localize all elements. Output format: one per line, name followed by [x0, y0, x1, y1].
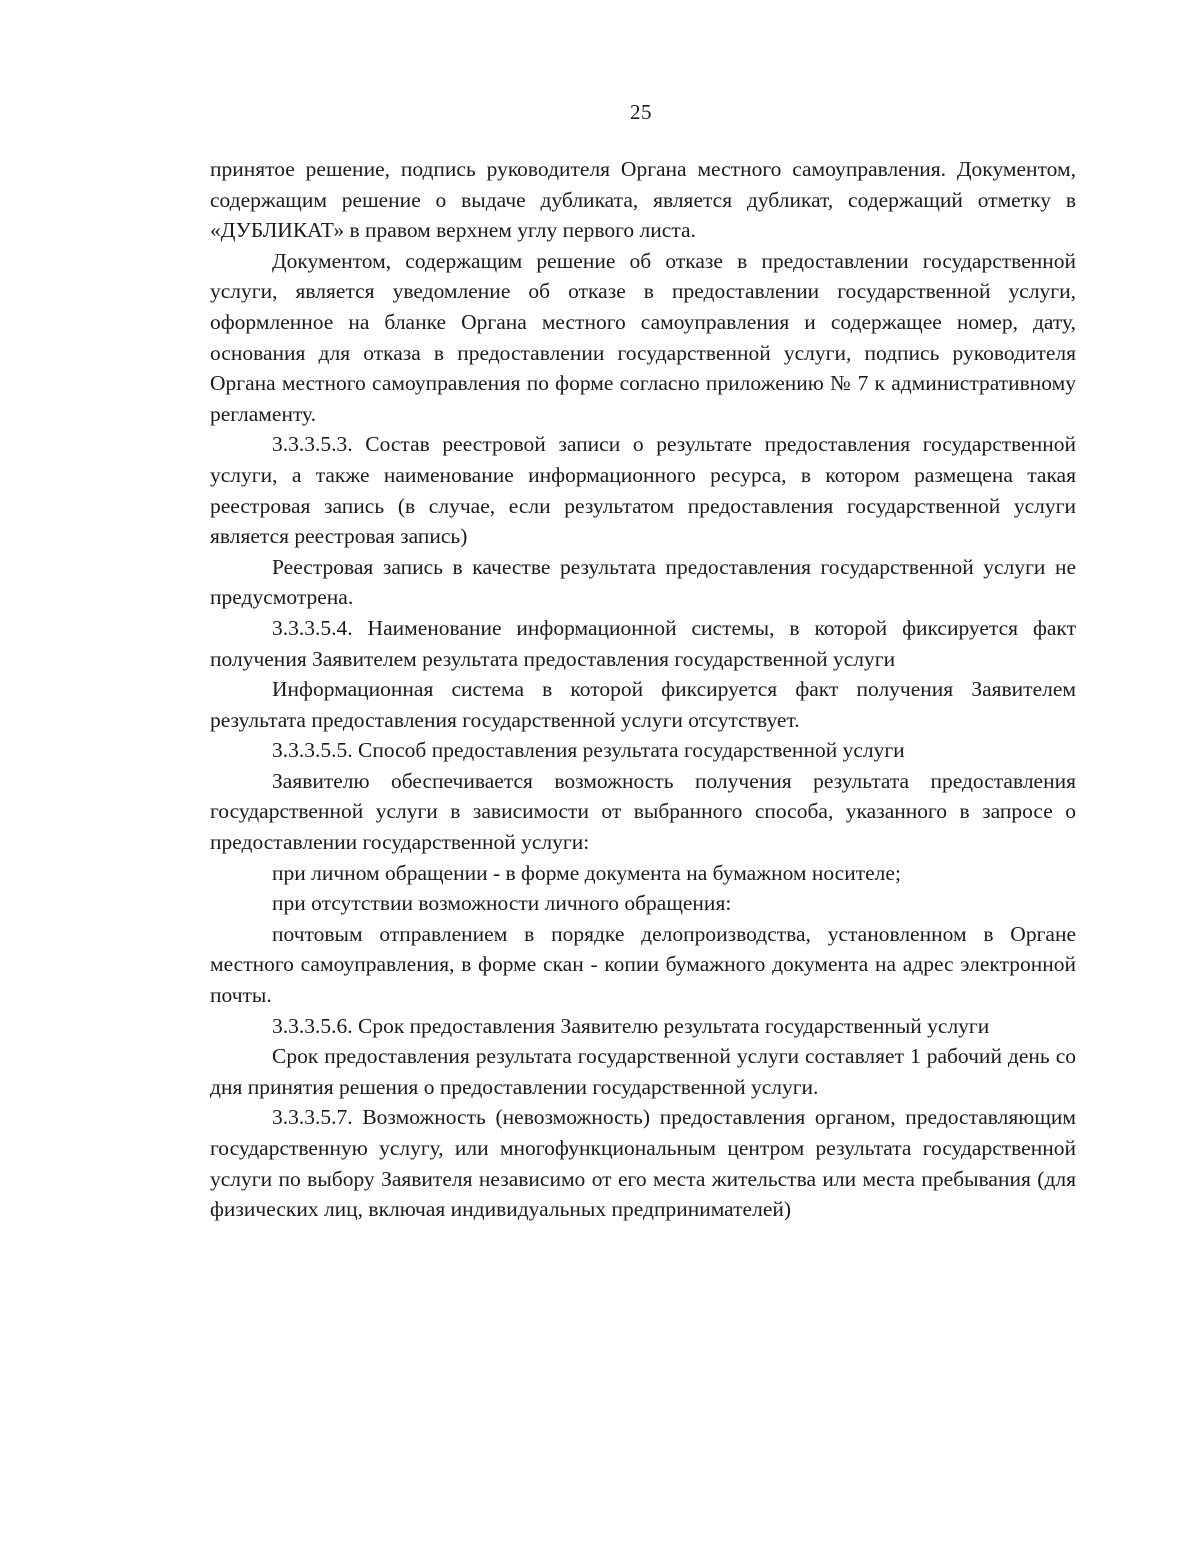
- section-heading-delivery-method: 3.3.3.5.5. Способ предоставления результата государственной услуги: [272, 738, 905, 763]
- section-heading-registry-record: 3.3.3.5.3. Состав реестровой записи о результате предоставления государственной услуги, а также наименование информационного ресурса, в котором размещена такая реестровая запись (в случае, если результатом предоставления государственной услуги является реестровая запись): [210, 432, 1076, 549]
- paragraph-in-person: при личном обращении - в форме документа на бумажном носителе;: [272, 860, 901, 885]
- section-heading-extraterritorial: 3.3.3.5.7. Возможность (невозможность) предоставления органом, предоставляющим государственную услугу, или многофункциональным центром результата государственной услуги по выбору Заявителя независимо от его места жительства или места пребывания (для физических лиц, включая индивидуальных предпринимателей): [210, 1105, 1076, 1222]
- document-body: [210, 154, 1076, 1225]
- paragraph-result-term: Срок предоставления результата государственной услуги составляет 1 рабочий день со дня принятия решения о предоставлении государственной услуги.: [210, 1044, 1076, 1099]
- paragraph-information-system: Информационная система в которой фиксируется факт получения Заявителем результата предоставления государственной услуги отсутствует.: [210, 677, 1076, 732]
- section-heading-result-term: 3.3.3.5.6. Срок предоставления Заявителю результата государственный услуги: [272, 1013, 990, 1038]
- paragraph-delivery-method: Заявителю обеспечивается возможность получения результата предоставления государственной услуги в зависимости от выбранного способа, указанного в запросе о предоставлении государственной услуги:: [210, 768, 1076, 855]
- paragraph-no-in-person: при отсутствии возможности личного обращения:: [272, 891, 732, 916]
- paragraph-duplicate-decision: принятое решение, подпись руководителя Органа местного самоуправления. Документом, содержащим решение о выдаче дубликата, является дубликат, содержащий отметку в «ДУБЛИКАТ» в правом верхнем углу первого листа.: [210, 157, 1076, 243]
- paragraph-postal-delivery: почтовым отправлением в порядке делопроизводства, установленном в Органе местного самоуправления, в форме скан - копии бумажного документа на адрес электронной почты.: [210, 921, 1076, 1008]
- page-number: 25: [630, 100, 652, 124]
- paragraph-registry-record: Реестровая запись в качестве результата предоставления государственной услуги не предусмотрена.: [210, 554, 1076, 610]
- section-heading-information-system: 3.3.3.5.4. Наименование информационной системы, в которой фиксируется факт получения Заявителем результата предоставления государственной услуги: [210, 615, 1076, 671]
- paragraph-refusal-notice: Документом, содержащим решение об отказе в предоставлении государственной услуги, является уведомление об отказе в предоставлении государственной услуги, оформленное на бланке Органа местного самоуправления и содержащее номер, дату, основания для отказа в предоставлении государственной услуги, подпись руководителя Органа местного самоуправления по форме согласно приложению № 7 к административному регламенту.: [210, 248, 1076, 426]
